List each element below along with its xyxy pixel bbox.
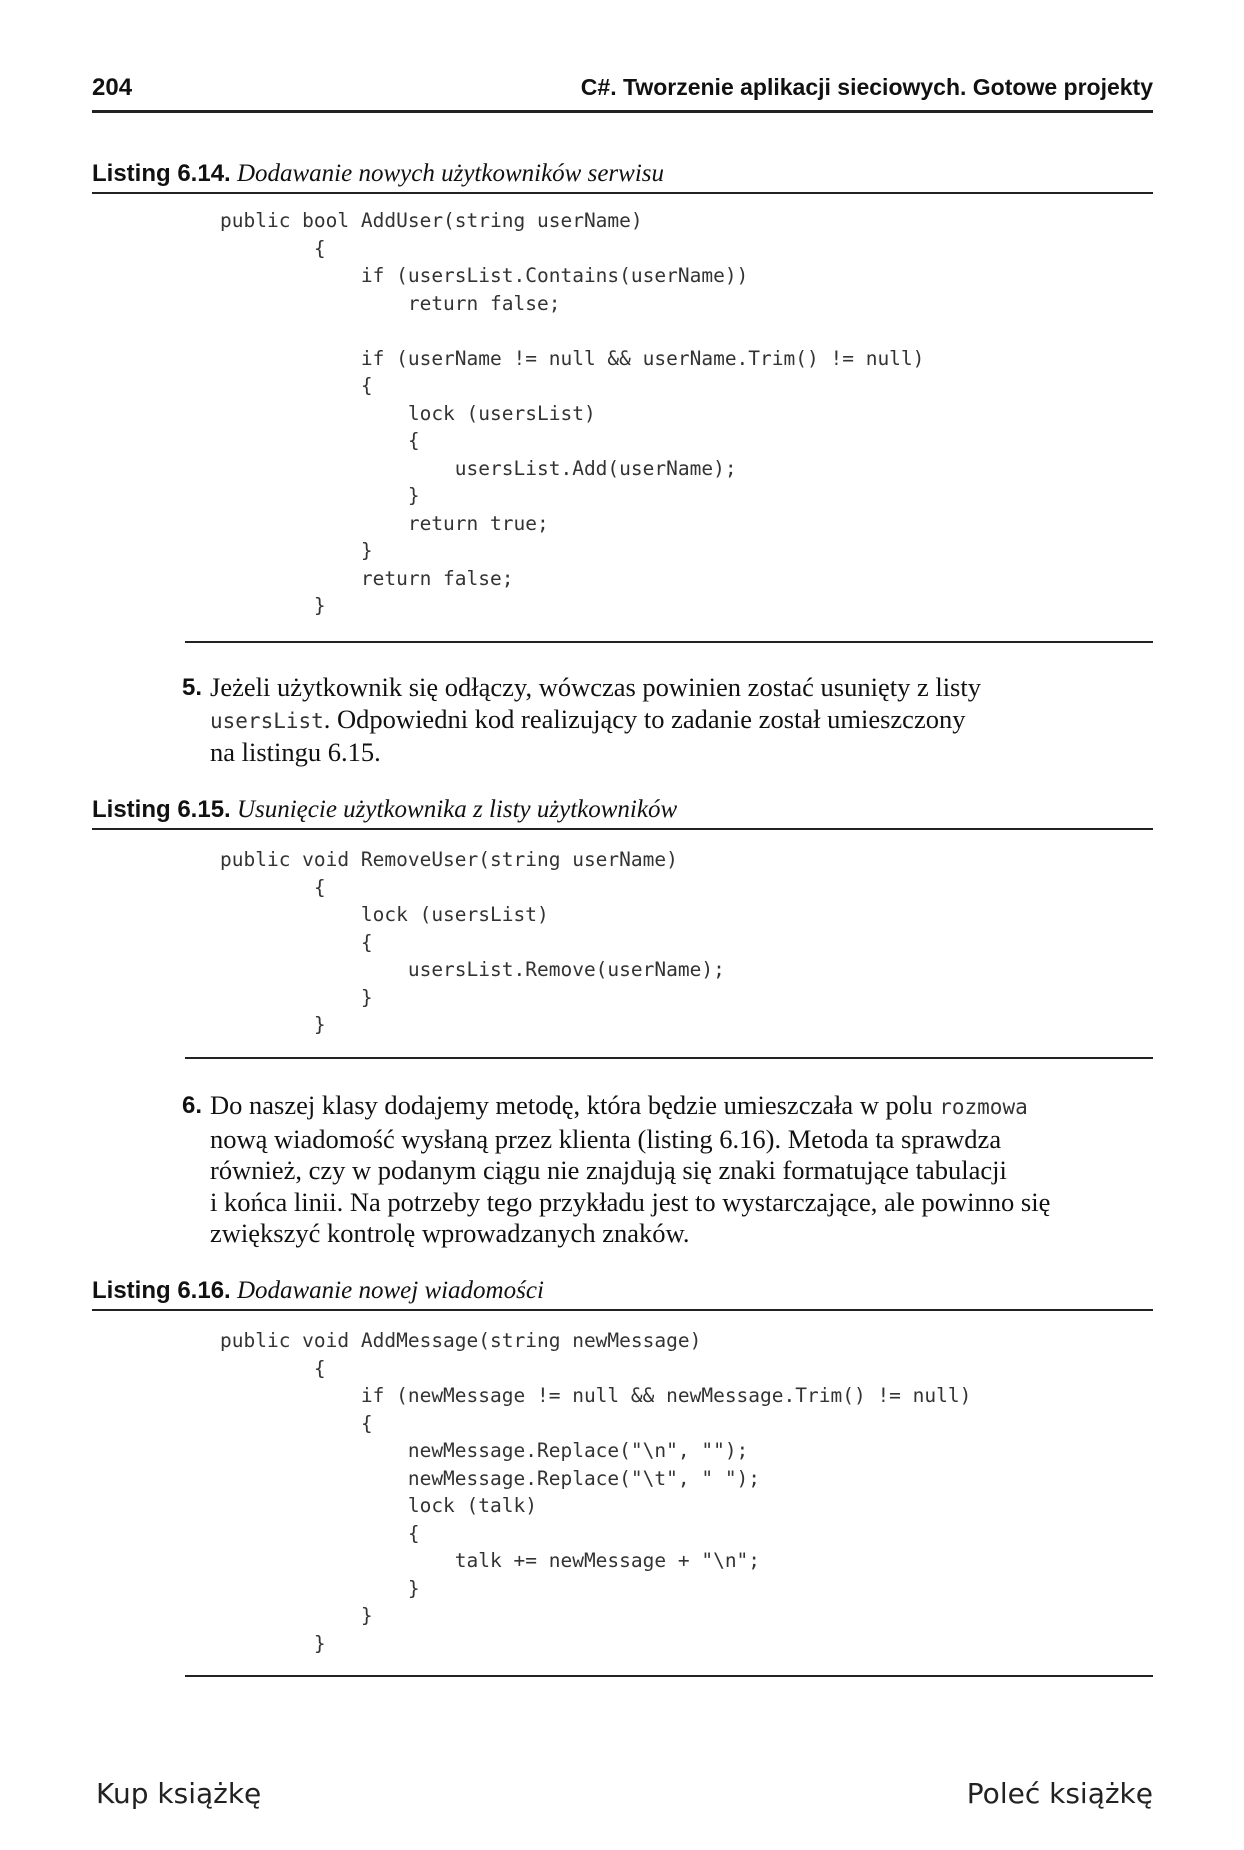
page-number: 204 — [92, 74, 133, 101]
listing-title: Dodawanie nowych użytkowników serwisu — [236, 160, 665, 187]
code-block-add-user: public bool AddUser(string userName) { if (usersList.Contains(userName)) return false; if (userName != null && userName.Trim() != null) { lock (usersList) { usersList.Add(userName); } return true; } return false; } — [220, 209, 925, 617]
item-text-fragment: Do naszej klasy dodajemy metodę, która będzie umieszczała w polu — [210, 1090, 940, 1120]
listing-caption-6-14 — [92, 160, 1153, 194]
item-text-line: nową wiadomość wysłaną przez klienta (listing 6.16). Metoda ta sprawdza — [210, 1123, 1002, 1154]
listing-title: Usunięcie użytkownika z listy użytkowników — [236, 796, 678, 823]
running-header — [92, 70, 1153, 113]
listing-end-rule — [185, 641, 1153, 643]
listing-end-rule — [185, 1057, 1153, 1059]
listing-label: Listing 6.15. — [92, 796, 231, 823]
list-item-5 — [182, 672, 1110, 769]
inline-code: usersList — [210, 708, 324, 733]
listing-label: Listing 6.16. — [92, 1277, 231, 1304]
item-text-line — [210, 704, 1110, 738]
item-text-line: na listingu 6.15. — [210, 737, 381, 767]
code-block-add-message: public void AddMessage(string newMessage) { if (newMessage != null && newMessage.Trim() != null) { newMessage.Replace("\n", ""); newMessage.Replace("\t", " "); lock (talk) { talk += newMessage + "\n"; } } } — [220, 1329, 972, 1655]
list-item-6 — [182, 1090, 1110, 1250]
item-text-line: i końca linii. Na potrzeby tego przykładu jest to wystarczające, ale powinno się — [210, 1186, 1051, 1217]
listing-end-rule — [185, 1675, 1153, 1677]
item-text-line: zwiększyć kontrolę wprowadzanych znaków. — [210, 1218, 690, 1248]
listing-label: Listing 6.14. — [92, 160, 231, 187]
item-text-fragment: . Odpowiedni kod realizujący to zadanie został umieszczony — [323, 703, 966, 734]
code-block-remove-user: public void RemoveUser(string userName) { lock (usersList) { usersList.Remove(userName); } } — [220, 848, 725, 1036]
listing-caption-6-16 — [92, 1277, 1153, 1311]
book-title: C#. Tworzenie aplikacji sieciowych. Gotowe projekty — [580, 74, 1153, 100]
recommend-book-link[interactable]: Poleć książkę — [966, 1777, 1153, 1810]
listing-caption-6-15 — [92, 796, 1153, 830]
item-number: 6. — [182, 1092, 203, 1119]
item-number: 5. — [182, 674, 203, 701]
item-text-line: Jeżeli użytkownik się odłączy, wówczas powinien zostać usunięty z listy — [210, 672, 981, 702]
inline-code: rozmowa — [939, 1095, 1028, 1119]
listing-title: Dodawanie nowej wiadomości — [236, 1277, 544, 1304]
item-text-line: również, czy w podanym ciągu nie znajdują się znaki formatujące tabulacji — [210, 1155, 1007, 1185]
buy-book-link[interactable]: Kup książkę — [96, 1777, 262, 1810]
item-text-line — [210, 1090, 1110, 1124]
